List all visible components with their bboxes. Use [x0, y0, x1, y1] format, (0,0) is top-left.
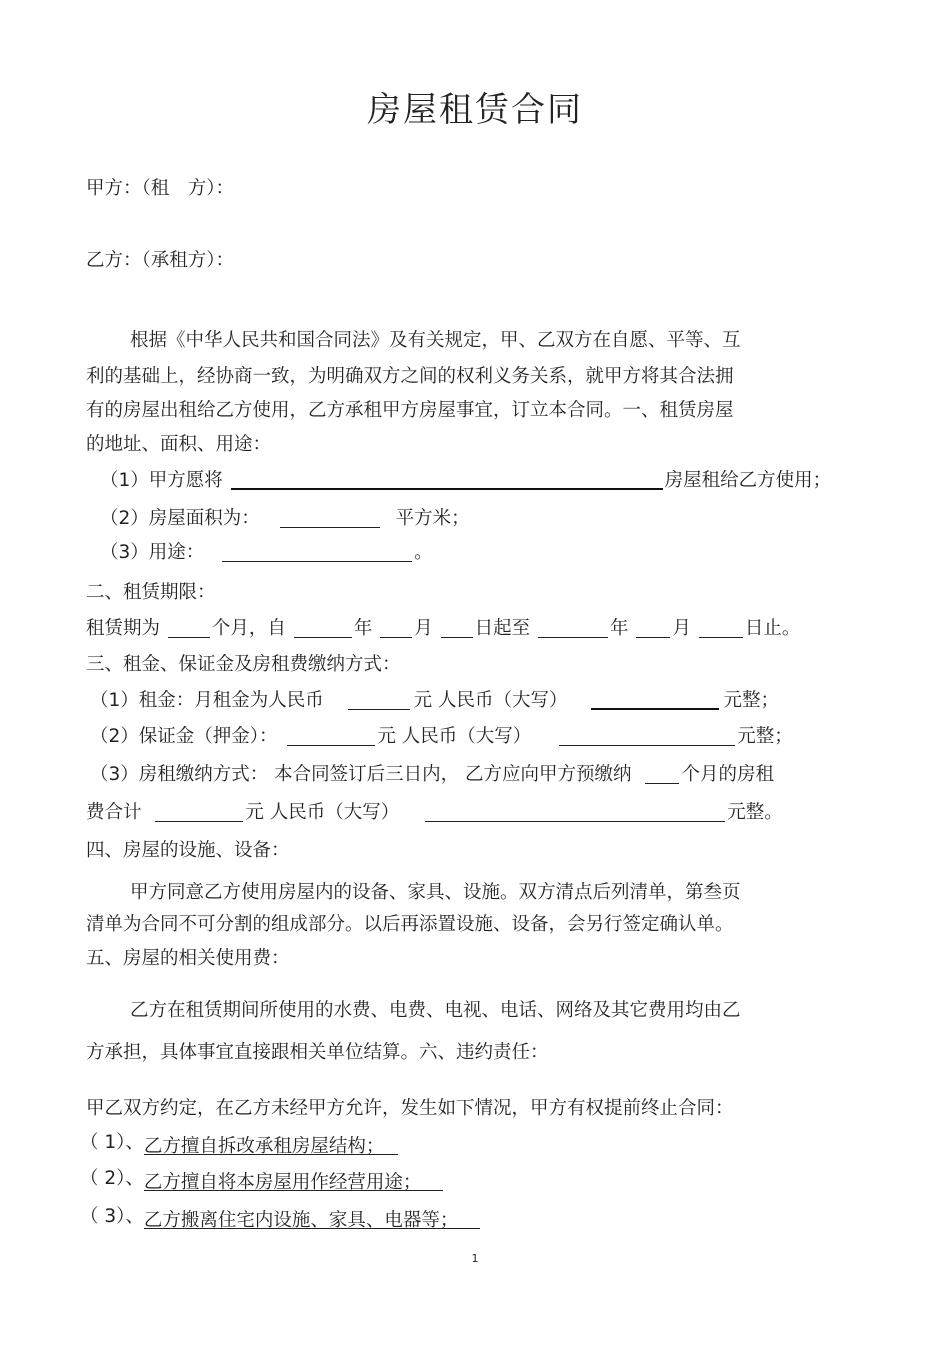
s3-rent-line	[90, 688, 779, 714]
rent-text-1: （1）租金：月租金为人民币	[90, 690, 324, 711]
months-blank[interactable]	[168, 617, 210, 638]
payment-text-1: （3）房租缴纳方式： 本合同签订后三日内， 乙方应向甲方预缴纳	[90, 764, 632, 785]
s1-item1-pre: （1）甲方愿将	[100, 470, 223, 491]
s4-line-1: 甲方同意乙方使用房屋内的设备、家具、设施。双方清点后列清单，第叁页	[130, 882, 741, 903]
s1-item1-post: 房屋租给乙方使用；	[664, 470, 832, 491]
s6-item2-text: 乙方擅自将本房屋用作经营用途；	[143, 1172, 422, 1193]
deposit-text-1: （2）保证金（押金）：	[90, 726, 278, 747]
s6-item2-number: （ 2）、	[80, 1168, 144, 1189]
deposit-text-3: 元整；	[737, 726, 793, 747]
s4-heading: 四、房屋的设施、设备：	[86, 840, 290, 861]
s1-item3-pre: （3）用途：	[100, 542, 205, 563]
party-a-line: 甲方：（租 方）：	[86, 178, 235, 199]
total-uppercase-blank[interactable]	[425, 801, 725, 822]
start-day-blank[interactable]	[441, 617, 473, 638]
rent-uppercase-blank[interactable]	[591, 688, 719, 710]
intro-line-1: 根据《中华人民共和国合同法》及有关规定，甲、乙双方在自愿、平等、互	[130, 330, 741, 351]
s6-item1-number: （ 1）、	[80, 1132, 144, 1153]
end-year-blank[interactable]	[538, 617, 608, 638]
s1-item-2	[100, 506, 470, 532]
document-title: 房屋租赁合同	[367, 90, 583, 130]
s1-item2-post: 平方米；	[395, 508, 470, 529]
s1-item-1	[100, 468, 831, 494]
s6-item3-text: 乙方搬离住宅内设施、家具、电器等；	[143, 1210, 459, 1231]
s4-line-2: 清单为合同不可分割的组成部分。以后再添置设施、设备，会另行签定确认单。	[86, 914, 734, 935]
term-text-4: 月	[414, 618, 433, 639]
s6-item3-underline	[144, 1208, 481, 1229]
term-text-2: 个月，自	[211, 618, 286, 639]
deposit-uppercase-blank[interactable]	[559, 725, 735, 746]
intro-line-4: 的地址、面积、用途：	[86, 434, 272, 455]
term-text-6: 年	[610, 618, 629, 639]
term-text-5: 日起至	[474, 618, 531, 639]
rent-text-2: 元 人民币（大写）	[413, 690, 568, 711]
intro-line-3: 有的房屋出租给乙方使用，乙方承租甲方房屋事宜，订立本合同。一、租赁房屋	[86, 400, 734, 421]
term-text-1: 租赁期为	[86, 618, 161, 639]
start-year-blank[interactable]	[294, 617, 352, 638]
s6-item1-text: 乙方擅自拆改承租房屋结构；	[143, 1136, 385, 1157]
rent-amount-blank[interactable]	[348, 689, 410, 710]
usage-blank[interactable]	[222, 541, 412, 562]
term-text-7: 月	[672, 618, 691, 639]
s1-item3-post: 。	[414, 542, 433, 563]
s5-heading: 五、房屋的相关使用费：	[86, 948, 290, 969]
s2-heading: 二、租赁期限：	[86, 582, 216, 603]
s3-total-line	[86, 800, 783, 826]
s2-term-line	[86, 616, 800, 642]
deposit-text-2: 元 人民币（大写）	[377, 726, 532, 747]
term-text-3: 年	[353, 618, 373, 639]
prepay-months-blank[interactable]	[645, 763, 679, 784]
s6-item2-underline	[144, 1170, 444, 1191]
s1-item2-pre: （2）房屋面积为：	[100, 508, 260, 529]
total-text-2: 元 人民币（大写）	[245, 802, 400, 823]
s6-item-2	[80, 1166, 443, 1192]
s3-deposit-line	[90, 724, 793, 750]
intro-line-2: 利的基础上，经协商一致，为明确双方之间的权利义务关系，就甲方将其合法拥	[86, 366, 734, 387]
s3-payment-line	[90, 762, 774, 788]
end-month-blank[interactable]	[636, 617, 670, 638]
s1-item-3	[100, 540, 433, 566]
deposit-amount-blank[interactable]	[287, 725, 375, 746]
s6-item-1	[80, 1130, 398, 1156]
s5-line-2: 方承担，具体事宜直接跟相关单位结算。六、违约责任：	[86, 1042, 549, 1063]
total-text-3: 元整。	[727, 802, 783, 823]
end-day-blank[interactable]	[699, 617, 743, 638]
page-number: 1	[471, 1252, 479, 1265]
s6-item3-number: （ 3）、	[80, 1206, 144, 1227]
s6-intro: 甲乙双方约定，在乙方未经甲方允许，发生如下情况，甲方有权提前终止合同：	[86, 1098, 734, 1119]
party-b-line: 乙方：（承租方）：	[86, 250, 235, 271]
total-text-1: 费合计	[86, 802, 142, 823]
s6-item1-underline	[144, 1134, 399, 1155]
address-blank[interactable]	[231, 468, 663, 490]
payment-text-2: 个月的房租	[681, 764, 774, 785]
rent-text-3: 元整；	[723, 690, 779, 711]
s5-line-1: 乙方在租赁期间所使用的水费、电费、电视、电话、网络及其它费用均由乙	[130, 1000, 741, 1021]
start-month-blank[interactable]	[380, 617, 412, 638]
s3-heading: 三、租金、保证金及房租费缴纳方式：	[86, 654, 401, 675]
s6-item-3	[80, 1204, 480, 1230]
total-amount-blank[interactable]	[155, 801, 243, 822]
area-blank[interactable]	[280, 507, 380, 528]
term-text-8: 日止。	[744, 618, 801, 639]
